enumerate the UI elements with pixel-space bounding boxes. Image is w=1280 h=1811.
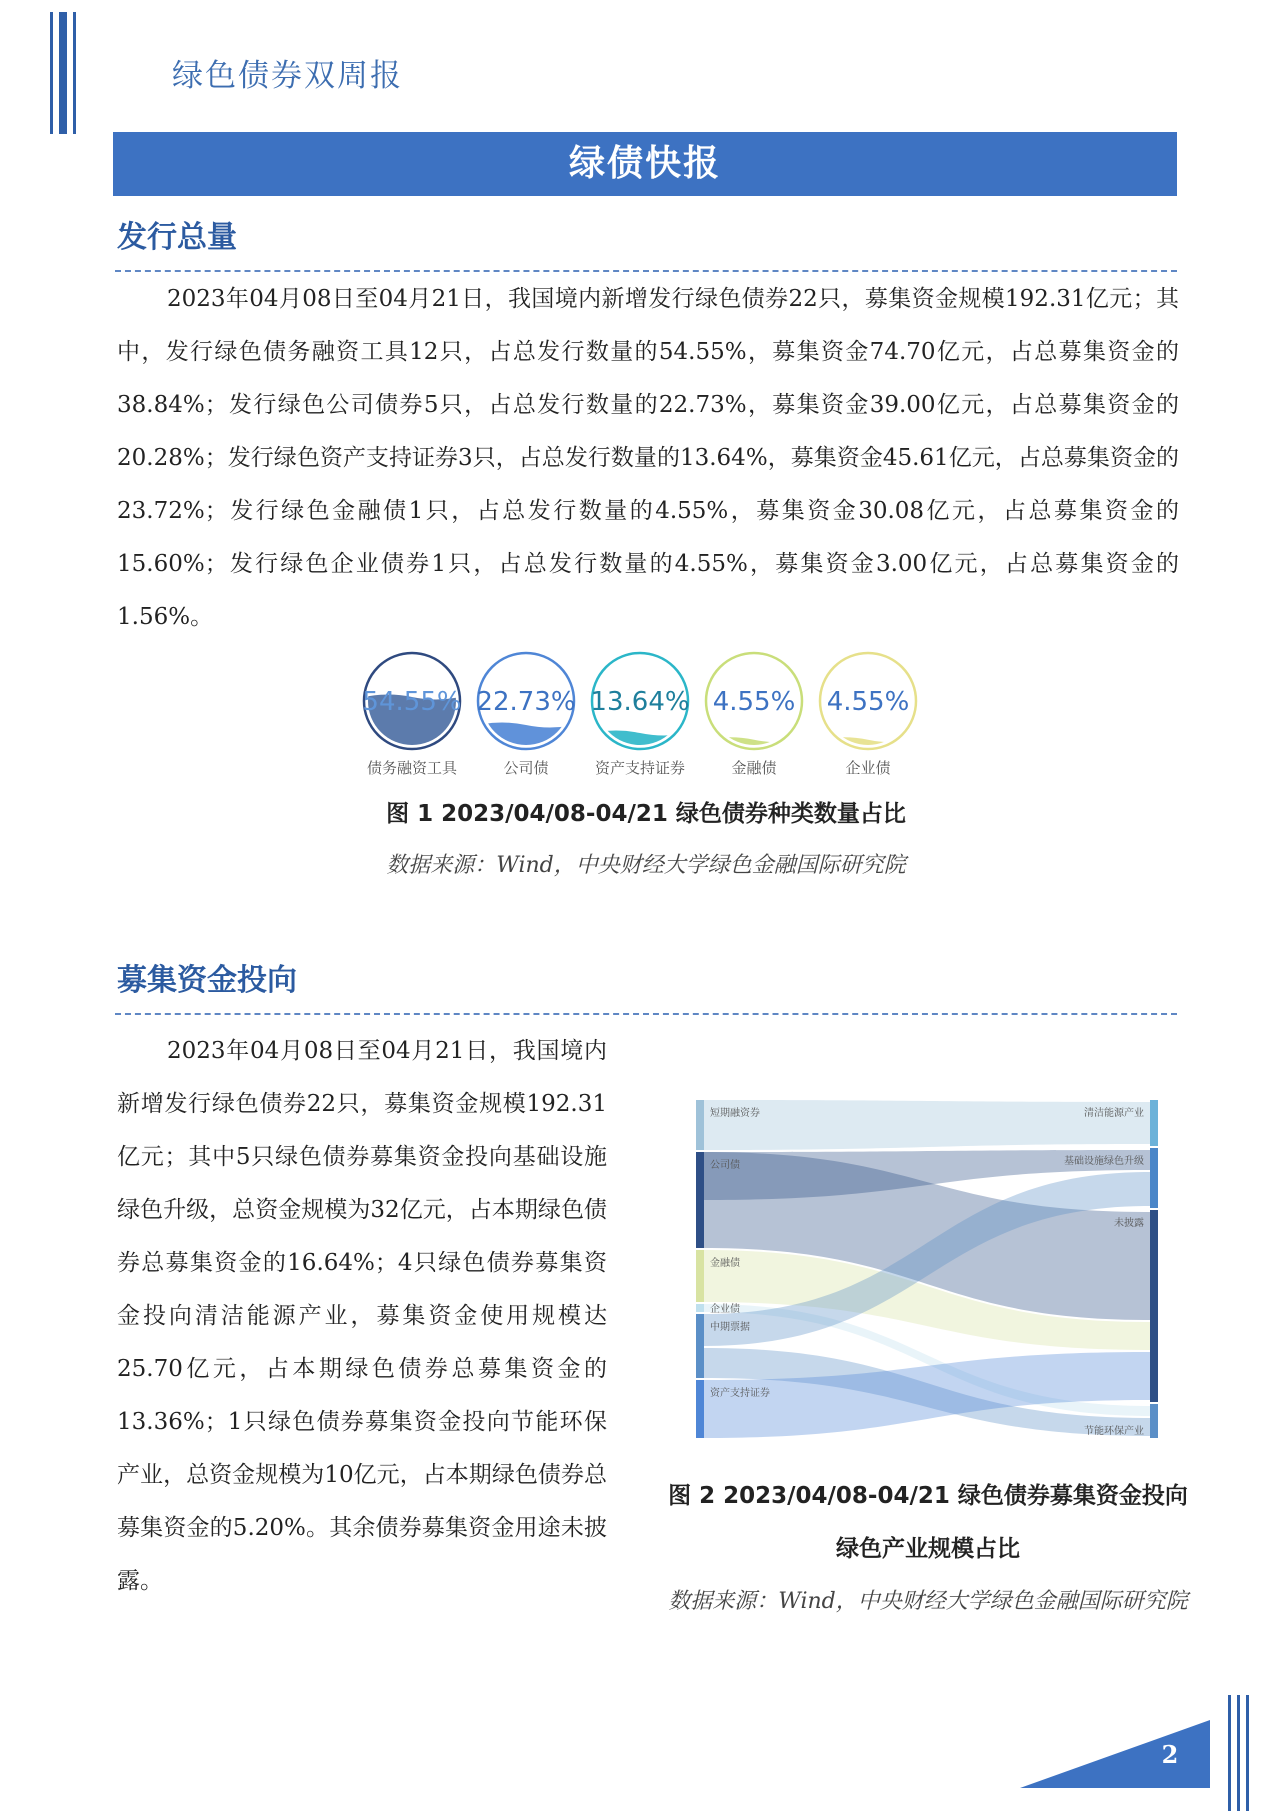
sankey-source-node [696,1380,704,1438]
footer-decoration-bars [1228,1695,1249,1811]
sankey-target-label: 基础设施绿色升级 [1064,1156,1144,1167]
sankey-source-label: 资产支持证券 [710,1388,770,1399]
issuance-paragraph-text: 2023年04月08日至04月21日，我国境内新增发行绿色债券22只，募集资金规模192.31亿元；其中，发行绿色债务融资工具12只，占总发行数量的54.55%，募集资金74.70亿元，占总募集资金的38.84%；发行绿色公司债券5只，占总发行数量的22.73%，募集资金39.00亿元，占总募集资金的20.28%；发行绿色资产支持证券3只，占总发行数量的13.64%，募集资金45.61亿元，占总募集资金的23.72%；发行绿色金融债1只，占总发行数量的4.55%，募集资金30.08亿元，占总募集资金的15.60%；发行绿色企业债券1只，占总发行数量的4.55%，募集资金3.00亿元，占总募集资金的1.56%。 [117,286,1179,630]
bubble-value: 54.55% [362,687,462,717]
sankey-source-node [696,1152,704,1248]
sankey-target-label: 清洁能源产业 [1084,1108,1144,1119]
sankey-target-node [1150,1404,1158,1438]
section-divider [115,1013,1177,1015]
issuance-paragraph [117,273,1179,644]
bubble-value: 22.73% [476,687,576,717]
bubble-3 [590,653,689,777]
section-title-issuance: 发行总量 [117,220,237,255]
allocation-paragraph [117,1025,607,1608]
figure-2-caption: 图 2 2023/04/08-04/21 绿色债券募集资金投向绿色产业规模占比 [668,1483,1188,1562]
allocation-paragraph-text: 2023年04月08日至04月21日，我国境内新增发行绿色债券22只，募集资金规模192.31亿元；其中5只绿色债券募集资金投向基础设施绿色升级，总资金规模为32亿元，占本期绿色债券总募集资金的16.64%；4只绿色债券募集资金投向清洁能源产业，募集资金使用规模达25.70亿元，占本期绿色债券总募集资金的13.36%；1只绿色债券募集资金投向节能环保产业，总资金规模为10亿元，占本期绿色债券总募集资金的5.20%。其余债券募集资金用途未披露。 [117,1038,607,1594]
sankey-source-node [696,1304,704,1312]
sankey-source-label: 企业债 [710,1304,740,1315]
bubble-value: 4.55% [826,687,910,717]
bubble-label: 债务融资工具 [366,759,458,777]
section-divider [115,270,1177,272]
sankey-target-label: 节能环保产业 [1084,1426,1144,1437]
bubble-label: 资产支持证券 [594,759,686,777]
sankey-source-label: 金融债 [710,1258,740,1269]
page-number: 2 [1161,1740,1179,1769]
sankey-target-node [1150,1148,1158,1208]
bubble-label: 企业债 [845,759,891,777]
figure-1-caption: 图 1 2023/04/08-04/21 绿色债券种类数量占比 [386,801,906,827]
sankey-source-node [696,1314,704,1378]
header-decoration-bars [50,12,76,134]
bubble-value: 13.64% [590,687,690,717]
fund-allocation-sankey [692,1090,1162,1440]
section-title-allocation: 募集资金投向 [117,963,297,998]
bubble-2 [476,653,575,777]
figure-2-source: 数据来源：Wind，中央财经大学绿色金融国际研究院 [668,1589,1188,1614]
bubble-1 [362,653,461,777]
sankey-target-node [1150,1210,1158,1402]
sankey-source-label: 短期融资券 [710,1108,760,1119]
sankey-target-label: 未披露 [1114,1218,1144,1229]
section-banner: 绿债快报 [113,132,1177,196]
sankey-target-node [1150,1100,1158,1146]
bond-type-share-bubbles [350,645,950,785]
bubble-label: 金融债 [731,759,777,777]
bubble-label: 公司债 [503,759,549,777]
sankey-source-label: 中期票据 [710,1322,750,1333]
bubble-5 [820,653,916,777]
report-title: 绿色债券双周报 [172,58,403,94]
sankey-source-label: 公司债 [710,1160,740,1171]
sankey-source-node [696,1100,704,1150]
bubble-4 [706,653,802,777]
sankey-source-node [696,1250,704,1302]
figure-1-source: 数据来源：Wind，中央财经大学绿色金融国际研究院 [386,853,906,878]
bubble-value: 4.55% [712,687,796,717]
